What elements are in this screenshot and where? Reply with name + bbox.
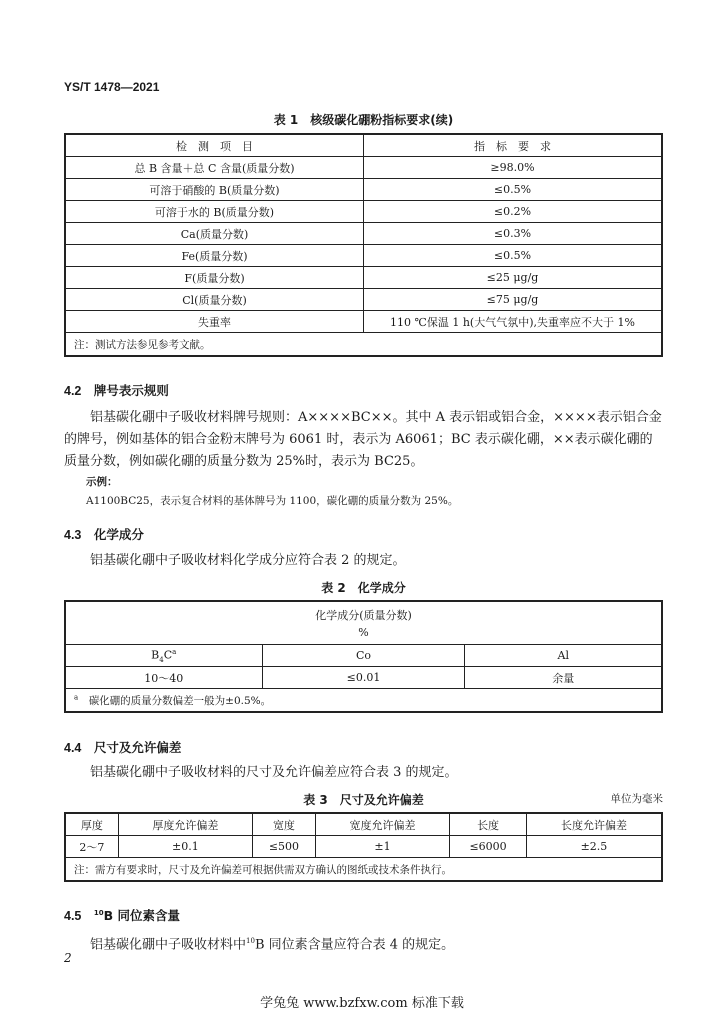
table-note-row [65,333,662,357]
table3-header: 厚度 [65,813,118,836]
table-note-row [65,689,662,713]
section-heading-4-5 [64,906,180,924]
table-header-row [65,813,662,836]
table-cell: ≥98.0% [364,157,663,179]
section-title: B 同位素含量 [103,908,181,923]
isotope-superscript: 10 [246,937,255,945]
table-row [65,267,662,289]
section-heading-4-4 [64,738,181,756]
section-title: 尺寸及允许偏差 [93,740,182,755]
table2-caption: 表 2 化学成分 [321,581,406,595]
table-cell: ≤500 [253,836,316,858]
table1-caption: 表 1 核级碳化硼粉指标要求(续) [273,113,454,127]
table-row [65,201,662,223]
table1 [64,133,663,357]
table3-note: 注：需方有要求时，尺寸及允许偏差可根据供需双方确认的图纸或技术条件执行。 [65,858,662,882]
section-4-4-paragraph: 铝基碳化硼中子吸收材料的尺寸及允许偏差应符合表 3 的规定。 [90,765,458,780]
table-cell: 总 B 含量＋总 C 含量(质量分数) [65,157,364,179]
table-cell: ≤25 μg/g [364,267,663,289]
table-cell: ≤0.5% [364,179,663,201]
table-row [65,179,662,201]
table1-header-requirement: 指 标 要 求 [364,134,663,157]
table-cell: 110 ℃保温 1 h(大气气氛中),失重率应不大于 1% [364,311,663,333]
table2-header-line1: 化学成分(质量分数) [315,609,412,622]
paragraph-text: B 同位素含量应符合表 4 的规定。 [254,937,455,953]
table2-col-b4c-b: B [151,648,160,662]
paragraph-text: 铝基碳化硼中子吸收材料中 [90,937,247,953]
table3-header: 长度 [450,813,527,836]
footnote-marker: a [172,647,177,656]
table2-col-co: Co [262,645,465,667]
table2-col-b4c-sub: 4 [159,655,164,664]
section-4-2-paragraph: 铝基碳化硼中子吸收材料牌号规则：A××××BC××。其中 A 表示铝或铝合金，××××表示铝合金的牌号，例如基体的铝合金粉末牌号为 6061 时，表示为 A6061；BC 表示碳化硼，××表示碳化硼的质量分数，例如碳化硼的质量分数为 25%时，表示为 BC25。 [64,410,662,469]
table-row [65,667,662,689]
table-cell: Cl(质量分数) [65,289,364,311]
table-cell: F(质量分数) [65,267,364,289]
table-cell: 2～7 [65,836,118,858]
table-cell: ≤75 μg/g [364,289,663,311]
table-cell: ≤0.01 [262,667,465,689]
table2-header-line2: % [358,626,369,639]
table1-header-item: 检 测 项 目 [65,134,364,157]
table2 [64,600,663,713]
table3-header: 宽度允许偏差 [315,813,449,836]
example-label: 示例： [86,476,118,488]
section-4-5-paragraph [64,930,664,956]
section-number: 4.5 [64,909,82,923]
table-cell: ≤0.2% [364,201,663,223]
section-4-3-paragraph: 铝基碳化硼中子吸收材料化学成分应符合表 2 的规定。 [90,553,406,568]
table-cell: Ca(质量分数) [65,223,364,245]
section-number: 4.4 [64,741,82,755]
table-header-row [65,601,662,645]
table2-col-b4c [65,645,262,667]
section-number: 4.3 [64,528,82,542]
table3-header: 长度允许偏差 [526,813,662,836]
table2-note-text: 碳化硼的质量分数偏差一般为±0.5%。 [88,694,272,707]
section-heading-4-3 [64,525,144,543]
table3-header: 宽度 [253,813,316,836]
table-cell: 10～40 [65,667,262,689]
table-row [65,289,662,311]
table-header-row [65,134,662,157]
isotope-superscript: 10 [93,908,104,917]
table-header-row [65,645,662,667]
section-heading-4-2 [64,381,169,399]
table-cell: 可溶于水的 B(质量分数) [65,201,364,223]
table2-col-b4c-c: C [163,648,173,662]
table2-group-header [65,601,662,645]
table-cell: Fe(质量分数) [65,245,364,267]
table2-col-al: Al [465,645,662,667]
table-row [65,223,662,245]
table2-note [65,689,662,713]
table-cell: 余量 [465,667,662,689]
table-row [65,245,662,267]
table3-unit: 单位为毫米 [610,793,663,805]
table3 [64,812,663,882]
section-number: 4.2 [64,384,82,398]
table-row [65,311,662,333]
site-footer: 学兔兔 www.bzfxw.com 标准下载 [260,996,464,1011]
table-cell: ≤6000 [450,836,527,858]
table3-header: 厚度允许偏差 [118,813,252,836]
table-cell: 可溶于硝酸的 B(质量分数) [65,179,364,201]
page-number: 2 [64,951,72,965]
table-cell: ±1 [315,836,449,858]
section-title: 牌号表示规则 [93,383,169,398]
table-cell: ±2.5 [526,836,662,858]
example-text: A1100BC25，表示复合材料的基体牌号为 1100，碳化硼的质量分数为 25%。 [86,495,459,507]
table-cell: ≤0.5% [364,245,663,267]
footnote-marker: a [74,693,79,701]
table-row [65,836,662,858]
table-note-row [65,858,662,882]
table-cell: ±0.1 [118,836,252,858]
section-title: 化学成分 [93,527,144,542]
standard-code: YS/T 1478—2021 [64,80,160,94]
table1-note: 注：测试方法参见参考文献。 [65,333,662,357]
table-cell: ≤0.3% [364,223,663,245]
table-cell: 失重率 [65,311,364,333]
table-row [65,157,662,179]
table3-caption: 表 3 尺寸及允许偏差 [303,793,424,807]
